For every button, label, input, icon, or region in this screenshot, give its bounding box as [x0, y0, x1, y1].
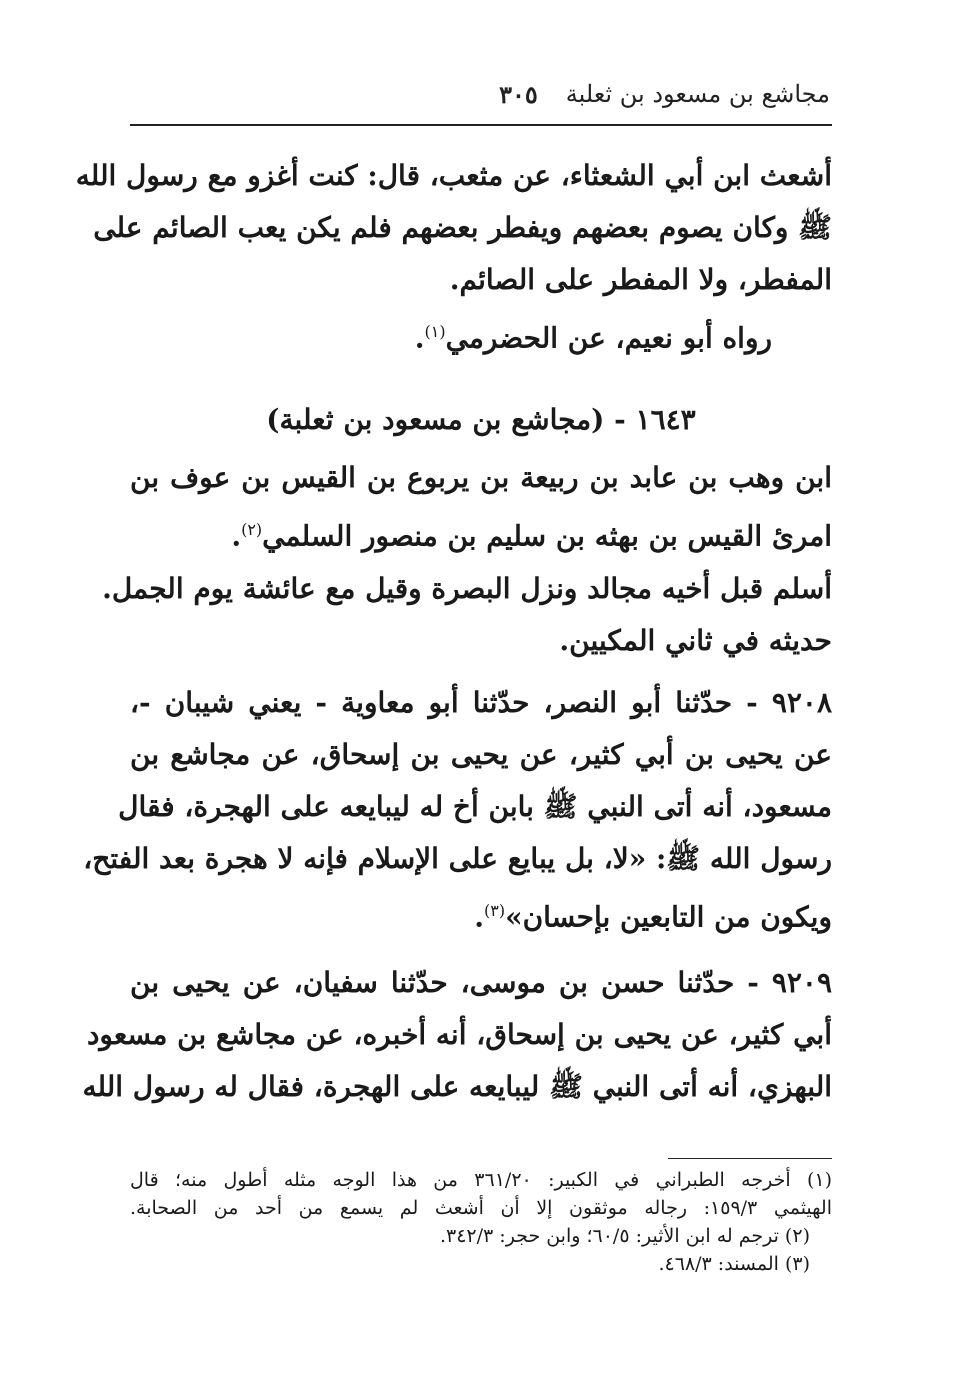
- footnote-line: الهيثمي ١٥٩/٣: رجاله موثقون إلا أن أشعث لم يسمع من أحد من الصحابة.: [130, 1197, 832, 1219]
- footnote-divider: [668, 1158, 832, 1159]
- text-line: ابن وهب بن عابد بن ربيعة بن يربوع بن القيس بن عوف بن: [130, 461, 832, 495]
- text-line: المفطر، ولا المفطر على الصائم.: [449, 263, 832, 296]
- text-line: أسلم قبل أخيه مجالد ونزل البصرة وقيل مع عائشة يوم الجمل.: [102, 571, 832, 605]
- text-line: ٩٢٠٩ - حدّثنا حسن بن موسى، حدّثنا سفيان، عن يحيى بن: [130, 965, 832, 999]
- footnote-ref-2: (٢): [241, 520, 263, 540]
- riwaya-text: رواه أبو نعيم، عن الحضرمي: [445, 321, 772, 355]
- text-line: حديثه في ثاني المكيين.: [559, 623, 832, 657]
- main-text: [75, 150, 832, 1113]
- footnote-ref-3: (٣): [483, 900, 506, 920]
- text-line: أبي كثير، عن يحيى بن إسحاق، أنه أخبره، عن مجاشع بن مسعود: [86, 1017, 832, 1051]
- footnote-ref-1: (١): [424, 322, 446, 341]
- hadith-last-line: ويكون من التابعين بإحسان»$^{(٣)}$.: [474, 899, 832, 933]
- hadith-last-text: ويكون من التابعين بإحسان»: [505, 899, 832, 933]
- text-line: مسعود، أنه أتى النبي ﷺ بابن أخ له ليبايعه على الهجرة، فقال: [118, 789, 832, 823]
- text-line: أشعث ابن أبي الشعثاء، عن مثعب، قال: كنت أغزو مع رسول الله: [75, 159, 832, 192]
- footnote-line: (١) أخرجه الطبراني في الكبير: ٣٦١/٢٠ من هذا الوجه مثله أطول منه؛ قال: [130, 1169, 833, 1191]
- entry-last-text: امرئ القيس بن بهثه بن سليم بن منصور السلمي: [262, 519, 832, 553]
- text-line: رسول الله ﷺ: «لا، بل يبايع على الإسلام فإنه لا هجرة بعد الفتح،: [83, 841, 832, 875]
- footnotes: [130, 1166, 832, 1278]
- riwaya-line: رواه أبو نعيم، عن الحضرمي$^{(١)}$.: [414, 321, 772, 355]
- running-header: [130, 72, 830, 116]
- footnote-line: (٢) ترجم له ابن الأثير: ٦٠/٥؛ وابن حجر: ٣٤٢/٣.: [439, 1225, 810, 1247]
- entry-heading: ١٦٤٣ - (مجاشع بن مسعود بن ثعلبة): [266, 403, 696, 437]
- page-number: ٣٠٥: [499, 79, 538, 109]
- text-line: ﷺ وكان يصوم بعضهم ويفطر بعضهم فلم يكن يعب الصائم على: [93, 211, 832, 244]
- running-title: مجاشع بن مسعود بن ثعلبة: [565, 80, 830, 108]
- footnote-line: (٣) المسند: ٤٦٨/٣.: [658, 1253, 810, 1275]
- entry-last-line: امرئ القيس بن بهثه بن سليم بن منصور السلمي$^{(٢)}$.: [231, 519, 832, 553]
- text-line: عن يحيى بن أبي كثير، عن يحيى بن إسحاق، عن مجاشع بن: [130, 737, 832, 771]
- text-line: البهزي، أنه أتى النبي ﷺ ليبايعه على الهجرة، فقال له رسول الله: [82, 1069, 832, 1103]
- text-line: ٩٢٠٨ - حدّثنا أبو النصر، حدّثنا أبو معاوية - يعني شيبان -،: [130, 685, 832, 719]
- header-divider: [130, 124, 832, 126]
